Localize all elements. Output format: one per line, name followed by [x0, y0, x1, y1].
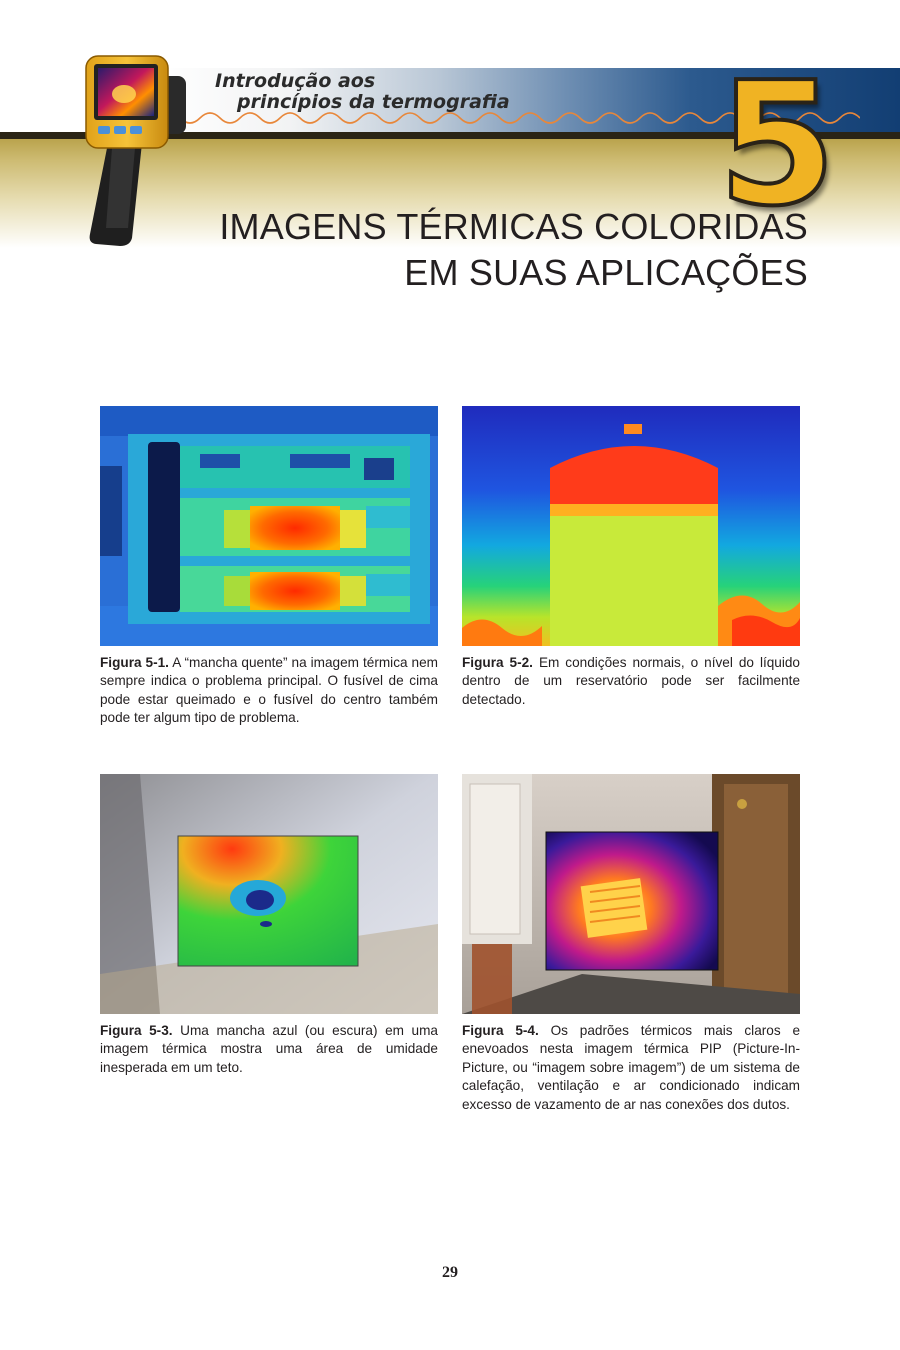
figure-label: Figura 5-4.	[462, 1023, 539, 1038]
figure-label: Figura 5-1.	[100, 655, 169, 670]
figure-text: A “mancha quente” na imagem térmica nem sempre indica o problema principal. O fusível de cima pode estar queimado e o fusível do centro também pode ter algum tipo de problema.	[100, 655, 438, 726]
figure-5-4	[462, 774, 800, 1114]
book-title-line2: princípios da termografia	[237, 91, 510, 113]
figure-5-2	[462, 406, 800, 709]
chapter-title	[188, 204, 808, 296]
figure-text: Uma mancha azul (ou escura) em uma imagem térmica mostra uma área de umidade inesperada em um teto.	[100, 1023, 438, 1075]
thermal-image-electrical-panel	[100, 406, 438, 646]
figure-text: Em condições normais, o nível do líquido dentro de um reservatório pode ser facilmente detectado.	[462, 655, 800, 707]
figure-text: Os padrões térmicos mais claros e enevoados nesta imagem térmica PIP (Picture-In-Picture, ou “imagem sobre imagem”) de um sistema de calefação, ventilação e ar condicionado indicam excesso de vazamento de ar nas conexões dos dutos.	[462, 1023, 801, 1112]
figure-label: Figura 5-3.	[100, 1023, 173, 1038]
page-number: 29	[442, 1264, 458, 1281]
chapter-title-line2: EM SUAS APLICAÇÕES	[404, 252, 808, 293]
figure-caption	[462, 1022, 800, 1114]
book-title	[215, 71, 535, 113]
figure-5-1	[100, 406, 438, 728]
thermal-camera-icon	[80, 48, 195, 253]
thermal-image-ceiling-moisture	[100, 774, 438, 1014]
figure-caption	[462, 654, 800, 709]
chapter-title-line1: IMAGENS TÉRMICAS COLORIDAS	[219, 206, 808, 247]
thermal-image-hvac-vent-pip	[462, 774, 800, 1014]
thermal-image-storage-tank	[462, 406, 800, 646]
figure-5-3	[100, 774, 438, 1077]
book-title-line1: Introdução aos	[215, 70, 376, 92]
chapter-number: 5	[718, 46, 837, 244]
figure-label: Figura 5-2.	[462, 655, 533, 670]
figure-caption	[100, 1022, 438, 1077]
figure-caption	[100, 654, 438, 728]
